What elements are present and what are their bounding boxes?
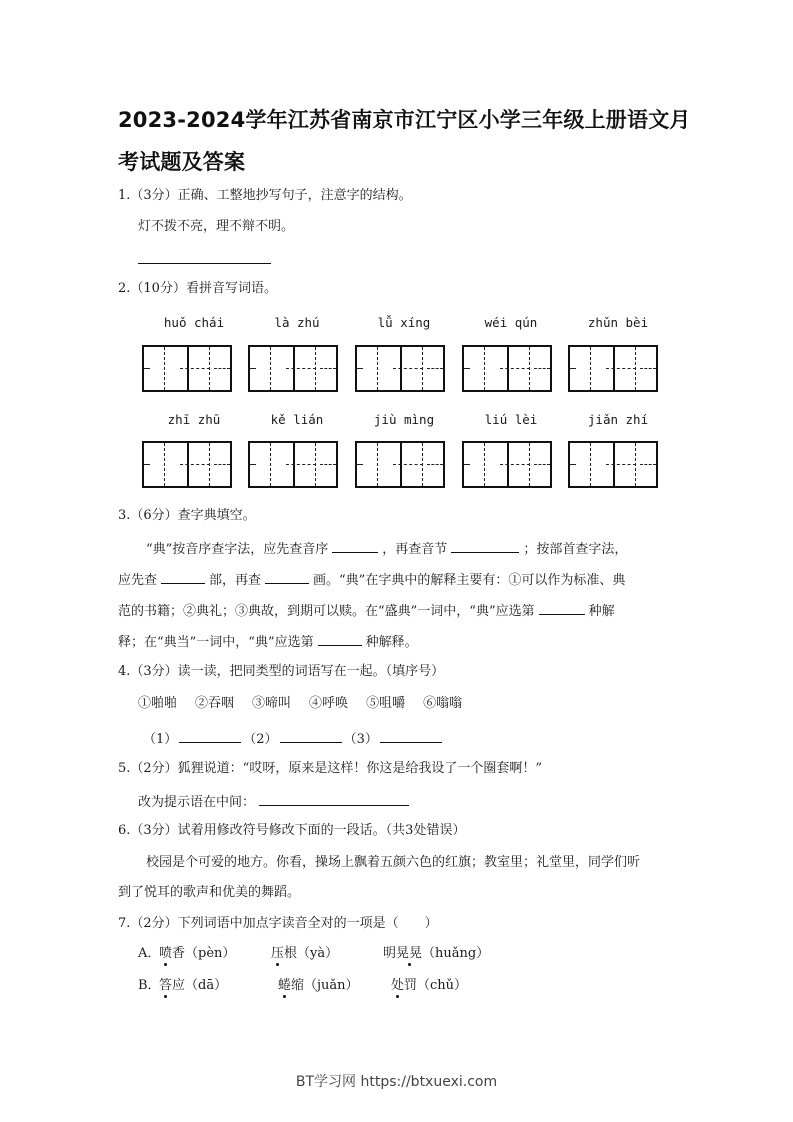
q4-blank-3[interactable] xyxy=(380,729,442,743)
q1-stem: 1.（3分）正确、工整地抄写句子，注意字的结构。 xyxy=(118,188,412,203)
tianzi-grid-box[interactable] xyxy=(142,441,232,488)
option-label: B． xyxy=(138,978,161,993)
q3-blank-yinxu[interactable] xyxy=(332,539,378,553)
q7-option-b[interactable] xyxy=(138,978,161,994)
q5-prompt: 改为提示语在中间： xyxy=(138,795,256,810)
dotted-char: 蜷 xyxy=(278,978,292,993)
q3-text: “典”按音序查字法，应先查音序 xyxy=(146,542,329,557)
q7-a-item1: 喷香（pèn） xyxy=(159,946,236,961)
dotted-char: 答 xyxy=(159,978,173,993)
pinyin-label: wéi qún xyxy=(484,315,538,330)
q3-text: 种解 xyxy=(588,604,615,619)
dotted-char: 喷 xyxy=(159,946,173,961)
tianzi-grid-box[interactable] xyxy=(142,345,232,392)
q4-blank-1[interactable] xyxy=(179,729,241,743)
pinyin-label: là zhú xyxy=(274,315,320,330)
pinyin-label: kě lián xyxy=(270,412,324,427)
q7-a-item2: 压根（yà） xyxy=(271,946,339,961)
q4-answer-label: （1） xyxy=(143,732,178,747)
tianzi-grid-box[interactable] xyxy=(568,345,658,392)
q3-blank-huashu[interactable] xyxy=(265,570,309,584)
q3-text: 释；在“典当”一词中，“典”应选第 xyxy=(118,635,314,650)
dotted-char: 处 xyxy=(391,978,405,993)
q7-a-item3: 明晃晃（huǎng） xyxy=(383,946,490,961)
q2-stem: 2.（10分）看拼音写词语。 xyxy=(118,281,277,296)
pinyin-label: liú lèi xyxy=(484,412,538,427)
q4-answer-label: （3） xyxy=(343,732,378,747)
pinyin-label: jiù mìng xyxy=(373,412,435,427)
q6-stem: 6.（3分）试着用修改符号修改下面的一段话。（共3处错误） xyxy=(118,823,466,838)
pinyin-label: huǒ chái xyxy=(163,315,225,330)
q4-blank-2[interactable] xyxy=(280,729,342,743)
q3-text: 种解释。 xyxy=(365,635,418,650)
q5-prompt-line xyxy=(138,792,413,811)
q3-blank-diandang[interactable] xyxy=(318,632,362,646)
q3-blank-shengdian[interactable] xyxy=(539,601,585,615)
dotted-char: 压 xyxy=(271,946,285,961)
q3-text: ，再查音节 xyxy=(382,542,448,557)
q7-b-item1: 答应（dā） xyxy=(159,978,228,993)
q3-line2 xyxy=(118,570,625,589)
q3-line4 xyxy=(118,632,418,651)
q4-option: ④呼唤 xyxy=(309,696,349,711)
q3-stem: 3.（6分）查字典填空。 xyxy=(118,508,256,523)
q6-paragraph-line2: 到了悦耳的歌声和优美的舞蹈。 xyxy=(118,885,301,900)
pinyin-label: jiǎn zhí xyxy=(587,412,649,427)
tianzi-grid-box[interactable] xyxy=(248,441,338,488)
pinyin-label: zhǔn bèi xyxy=(587,315,649,330)
tianzi-grid-box[interactable] xyxy=(248,345,338,392)
q6-paragraph-line1: 校园是个可爱的地方。你看，操场上飘着五颜六色的红旗；教室里；礼堂里，同学们听 xyxy=(146,855,641,870)
q3-text: ；按部首查字法， xyxy=(523,542,628,557)
q7-stem: 7.（2分）下列词语中加点字读音全对的一项是（ ） xyxy=(118,916,438,931)
q4-option: ③啼叫 xyxy=(252,696,292,711)
dotted-char: 晃晃 xyxy=(396,946,423,961)
document-title-line2: 考试题及答案 xyxy=(118,150,246,174)
q3-blank-yinjie[interactable] xyxy=(451,539,519,553)
q4-option: ⑥嗡嗡 xyxy=(423,696,463,711)
q5-answer-blank[interactable] xyxy=(259,792,409,806)
q3-text: 应先查 xyxy=(118,573,158,588)
tianzi-grid-box[interactable] xyxy=(462,441,552,488)
tianzi-grid-box[interactable] xyxy=(462,345,552,392)
q7-option-a[interactable] xyxy=(138,946,160,962)
q4-answers xyxy=(143,729,444,748)
q4-option: ⑤咀嚼 xyxy=(366,696,406,711)
tianzi-grid-box[interactable] xyxy=(355,345,445,392)
q3-text: 范的书籍；②典礼；③典故，到期可以赎。在“盛典”一词中，“典”应选第 xyxy=(118,604,535,619)
q3-text: 画。“典”在字典中的解释主要有：①可以作为标准、典 xyxy=(313,573,626,588)
footer-watermark: BT学习网 https://btxuexi.com xyxy=(295,1074,498,1090)
q3-line3 xyxy=(118,601,615,620)
q4-options xyxy=(138,696,462,712)
q3-text: 部，再查 xyxy=(209,573,262,588)
tianzi-grid-box[interactable] xyxy=(355,441,445,488)
q4-option: ②吞咽 xyxy=(195,696,235,711)
q5-stem: 5.（2分）狐狸说道：“哎呀，原来是这样！你这是给我设了一个圈套啊！” xyxy=(118,761,542,776)
option-label: A． xyxy=(138,946,161,961)
q1-answer-line[interactable] xyxy=(138,263,271,264)
q4-option: ①啪啪 xyxy=(138,696,178,711)
q3-line1 xyxy=(146,539,627,558)
tianzi-grid-box[interactable] xyxy=(568,441,658,488)
q3-blank-bushou[interactable] xyxy=(161,570,205,584)
document-title-line1: 2023-2024学年江苏省南京市江宁区小学三年级上册语文月 xyxy=(118,108,691,132)
pinyin-label: lǚ xíng xyxy=(377,315,431,330)
q4-answer-label: （2） xyxy=(243,732,278,747)
q4-stem: 4.（3分）读一读，把同类型的词语写在一起。（填序号） xyxy=(118,664,445,679)
q7-b-item2: 蜷缩（juǎn） xyxy=(278,978,359,993)
pinyin-label: zhī zhū xyxy=(167,412,221,427)
q1-sentence: 灯不拨不亮，理不辩不明。 xyxy=(138,219,295,234)
q7-b-item3: 处罚（chǔ） xyxy=(391,978,468,993)
